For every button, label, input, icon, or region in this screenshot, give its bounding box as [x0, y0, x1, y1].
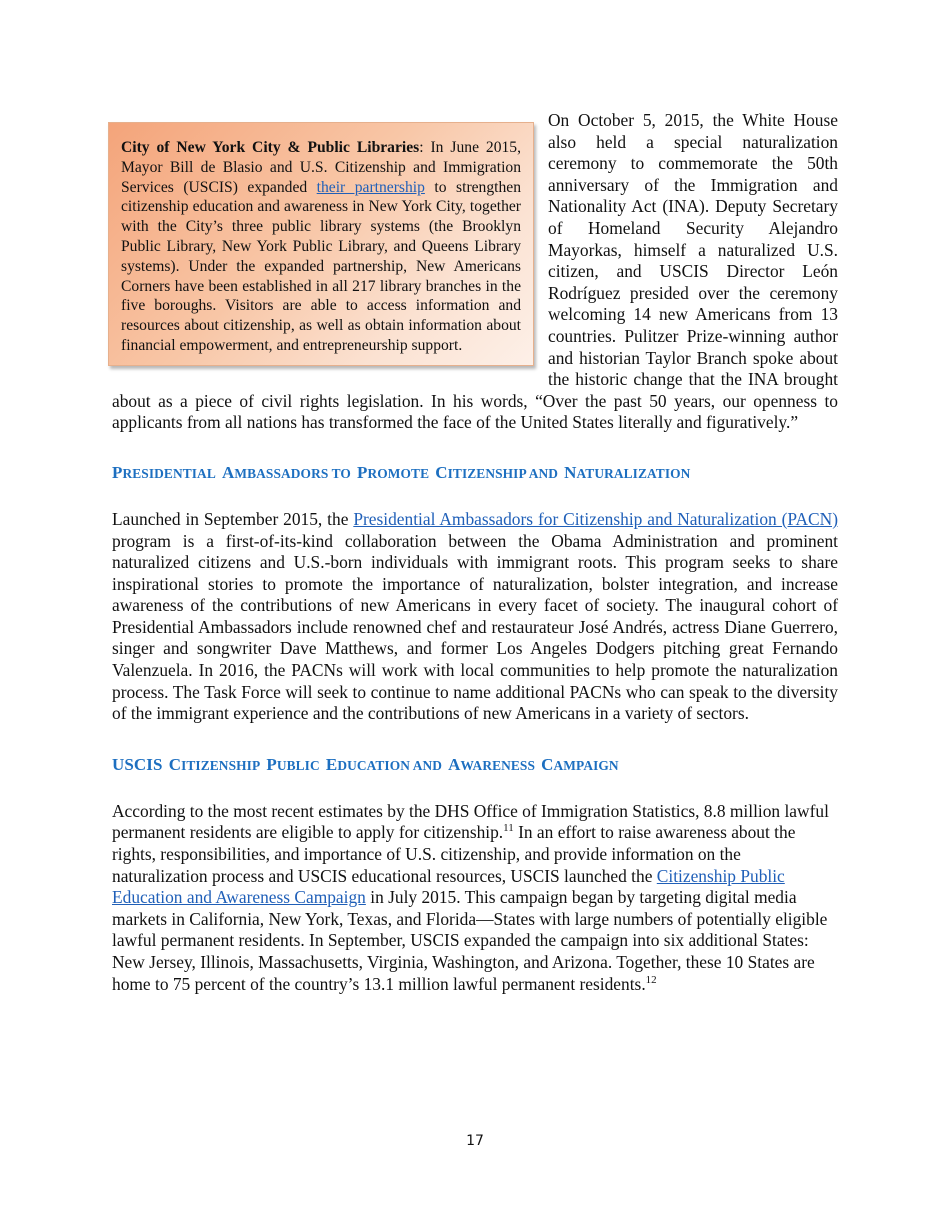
their-partnership-link[interactable]: their partnership [316, 178, 425, 196]
pacn-paragraph: Launched in September 2015, the Presidential Ambassadors for Citizenship and Naturalization (PACN) program is a first-of-its-kind collaboration between the Obama Administration and prominent naturalized citizens and U.S.-born individuals with immigrant roots. This program seeks to share inspirational stories to promote the importance of naturalization, bolster integration, and increase awareness of the contributions of new Americans in every facet of society. The inaugural cohort of Presidential Ambassadors include renowned chef and restaurateur José Andrés, actress Diane Guerrero, singer and songwriter Dave Matthews, and former Los Angeles Dodgers pitching great Fernando Valenzuela. In 2016, the PACNs will work with local communities to help promote the naturalization process. The Task Force will seek to continue to name additional PACNs who can speak to the diversity of the immigrant experience and the contributions of new Americans in a variety of sectors. [112, 508, 838, 724]
pacn-section-heading: PRESIDENTIAL AMBASSADORS TO PROMOTE CITIZENSHIP AND NATURALIZATION [112, 462, 691, 482]
callout-text-start: : In June 2015, Mayor Bill de Blasio and U.S. Citizenship and Immigration Services (USCIS) expanded [121, 139, 521, 196]
page-content [112, 110, 838, 995]
citizenship-campaign-link[interactable]: Citizenship Public Education and Awareness Campaign [112, 865, 785, 908]
uscis-campaign-paragraph: According to the most recent estimates by the DHS Office of Immigration Statistics, 8.8 million lawful permanent residents are eligible to apply for citizenship.$^{11}$ In an effort to raise awareness about the rights, responsibilities, and importance of U.S. citizenship, and provide information on the naturalization process and USCIS educational resources, USCIS launched the Citizenship Public Education and Awareness Campaign in July 2015. This campaign began by targeting digital media markets in California, New York, Texas, and Florida—States with large numbers of potentially eligible lawful permanent residents. In September, USCIS expanded the campaign into six additional States: New Jersey, Illinois, Massachusetts, Virginia, Washington, and Arizona. Together, these 10 States are home to 75 percent of the country’s 13.1 million lawful permanent residents.$^{12}$ [112, 800, 829, 994]
callout-text-end: to strengthen citizenship education and awareness in New York City, together with the City’s three public library systems (the Brooklyn Public Library, New York Public Library, and Queens Library systems). Under the expanded partnership, New Americans Corners have been established in all 217 library branches in the five boroughs. Visitors are able to access information and resources about citizenship, as well as obtain information about financial empowerment, and entrepreneurship support. [121, 178, 521, 354]
page-number: 17 [466, 1133, 484, 1149]
pacn-program-link[interactable]: Presidential Ambassadors for Citizenship and Naturalization (PACN) [353, 508, 838, 529]
footnote-ref-12[interactable]: 12 [645, 973, 657, 986]
ina-ceremony-paragraph: On October 5, 2015, the White House also held a special naturalization ceremony to commemorate the 50th anniversary of the Immigration and Nationality Act (INA). Deputy Secretary of Homeland Security Alejandro Mayorkas, himself a naturalized U.S. citizen, and USCIS Director León Rodríguez presided over the ceremony welcoming 14 new Americans from 13 countries. Pulitzer Prize-winning author and historian Taylor Branch spoke about the historic change that the INA brought about as a piece of civil rights legislation. In his words, “Over the past 50 years, our openness to applicants from all nations has transformed the face of the United States literally and figuratively.” [112, 110, 838, 433]
uscis-campaign-section-heading: USCIS CITIZENSHIP PUBLIC EDUCATION AND AWARENESS CAMPAIGN [112, 754, 619, 774]
callout-title: City of New York City & Public Libraries [121, 139, 420, 156]
footnote-ref-11[interactable]: 11 [503, 822, 514, 835]
nyc-libraries-callout-box [108, 122, 534, 366]
